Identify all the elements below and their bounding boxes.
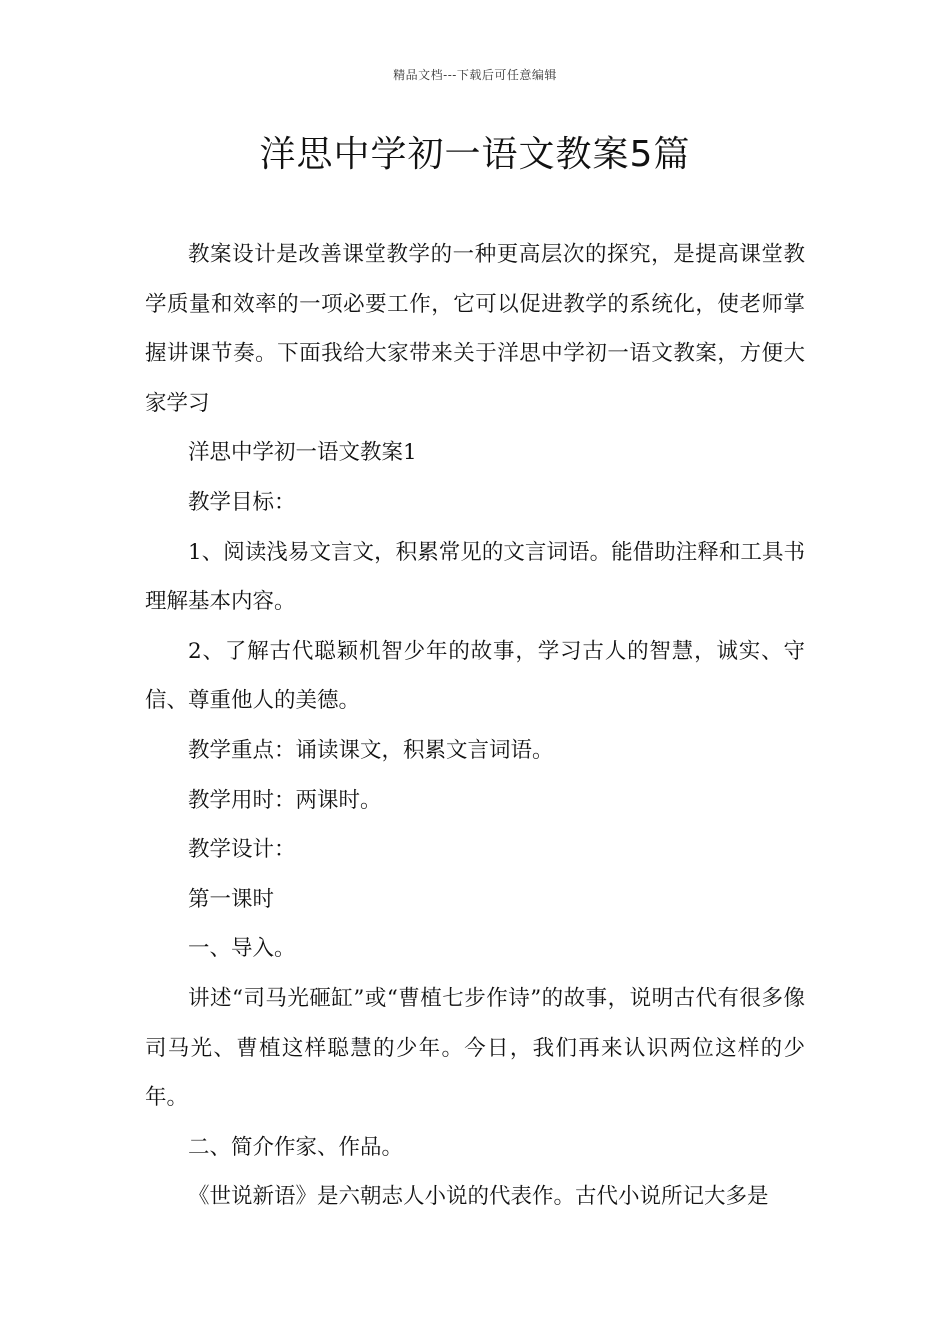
goal-item-2: 2、了解古代聪颖机智少年的故事，学习古人的智慧，诚实、守信、尊重他人的美德。: [145, 638, 805, 714]
document-title: 洋思中学初一语文教案5篇: [259, 134, 691, 175]
teaching-focus: 教学重点：诵读课文，积累文言词语。: [188, 737, 554, 763]
section-heading-lesson-1: 洋思中学初一语文教案1: [188, 440, 417, 466]
first-period-heading: 第一课时: [188, 886, 275, 912]
author-works-paragraph: 《世说新语》是六朝志人小说的代表作。古代小说所记大多是: [188, 1184, 769, 1210]
step-introduction-heading: 一、导入。: [188, 936, 296, 962]
teaching-goals-heading: 教学目标：: [188, 489, 296, 515]
page-header: 精品文档---下载后可任意编辑: [393, 68, 557, 82]
document-body: [145, 230, 805, 1222]
step-author-works-heading: 二、简介作家、作品。: [188, 1134, 404, 1160]
teaching-duration: 教学用时：两课时。: [188, 787, 382, 813]
introduction-paragraph: 讲述“司马光砸缸”或“曹植七步作诗”的故事，说明古代有很多像司马光、曹植这样聪慧的少年。今日，我们再来认识两位这样的少年。: [145, 985, 805, 1111]
intro-paragraph: 教案设计是改善课堂教学的一种更高层次的探究，是提高课堂教学质量和效率的一项必要工作，它可以促进教学的系统化，使老师掌握讲课节奏。下面我给大家带来关于洋思中学初一语文教案，方便大家学习: [145, 242, 805, 416]
goal-item-1: 1、阅读浅易文言文，积累常见的文言词语。能借助注释和工具书理解基本内容。: [145, 539, 805, 615]
teaching-design-heading: 教学设计：: [188, 837, 296, 863]
